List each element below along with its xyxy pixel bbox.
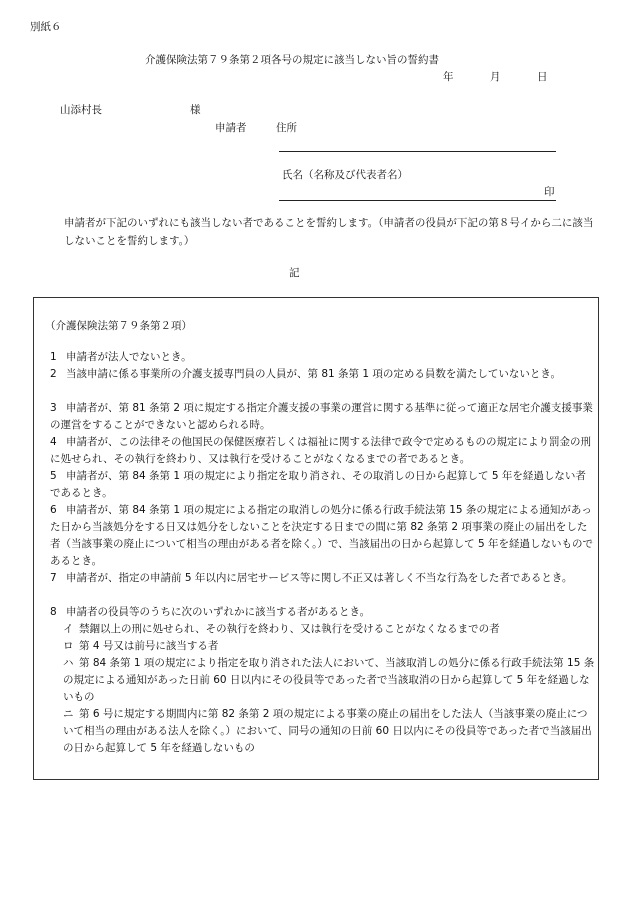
list-item: 2 当該申請に係る事業所の介護支援専門員の人員が、第 81 条第 1 項の定める員数を満たしていないとき。 [50, 368, 561, 380]
box-heading: （介護保険法第７９条第２項） [45, 320, 192, 332]
addressee-honorific: 様 [190, 104, 201, 116]
list-item: 3 申請者が、第 81 条第 2 項に規定する指定介護支援の事業の運営に関する基準に従って適正な居宅介護支援事業の運営をすることができないと認められる時。 [50, 402, 593, 431]
applicant-label: 申請者 [215, 122, 247, 134]
sub-list-item: ニ 第 6 号に規定する期間内に第 82 条第 2 項の規定による事業の廃止の届出をした法人（当該事業の廃止について相当の理由がある法人を除く。）において、同号の通知の日前 60 日以内にその役員等であった者で当該届出の日から起算して 5 年を経過しないもの [63, 708, 592, 754]
address-label: 住所 [276, 122, 297, 134]
list-item: 7 申請者が、指定の申請前 5 年以内に居宅サービス等に関し不正又は著しく不当な行為をした者であるとき。 [50, 572, 573, 584]
seal-mark: 印 [544, 186, 555, 198]
attachment-label: 別紙６ [30, 21, 62, 33]
sub-list-item: ロ 第 4 号又は前号に該当する者 [63, 640, 219, 652]
date-day-label: 日 [537, 71, 548, 83]
name-label: 氏名（名称及び代表者名） [282, 169, 408, 181]
date-month-label: 月 [490, 71, 501, 83]
pledge-text: 申請者が下記のいずれにも該当しない者であることを誓約します。（申請者の役員が下記の第８号イから二に該当しないことを誓約します。） [64, 217, 594, 247]
name-underline [279, 200, 556, 201]
sub-list-item: イ 禁錮以上の刑に処せられ、その執行を終わり、又は執行を受けることがなくなるまでの者 [63, 623, 500, 635]
ki-label: 記 [289, 267, 300, 279]
list-item: 8 申請者の役員等のうちに次のいずれかに該当する者があるとき。 [50, 606, 371, 618]
list-item: 4 申請者が、この法律その他国民の保健医療若しくは福祉に関する法律で政令で定めるものの規定により罰金の刑に処せられ、その執行を終わり、又は執行を受けることがなくなるまでの者であるとき。 [50, 436, 591, 465]
document-title: 介護保険法第７９条第２項各号の規定に該当しない旨の誓約書 [145, 54, 439, 66]
sub-list-item: ハ 第 84 条第 1 項の規定により指定を取り消された法人において、当該取消しの処分に係る行政手続法第 15 条の規定による通知があった日前 60 日以内にその役員等であった者で当該取消の日から起算して 5 年を経過しないもの [63, 657, 595, 703]
address-underline [279, 151, 556, 152]
list-item: 6 申請者が、第 84 条第 1 項の規定による指定の取消しの処分に係る行政手続法第 15 条の規定による通知があった日から当該処分をする日又は処分をしないことを決定する日までの間に第 82 条第 2 項事業の廃止の届出をした者（当該事業の廃止について相当の理由がある者を除く。）で、当該届出の日から起算して 5 年を経過しないものであるとき。 [50, 504, 593, 567]
date-year-label: 年 [443, 71, 454, 83]
list-item: 5 申請者が、第 84 条第 1 項の規定により指定を取り消され、その取消しの日から起算して 5 年を経過しない者であるとき。 [50, 470, 586, 499]
addressee-name: 山添村長 [60, 104, 102, 116]
list-item: 1 申請者が法人でないとき。 [50, 351, 192, 363]
